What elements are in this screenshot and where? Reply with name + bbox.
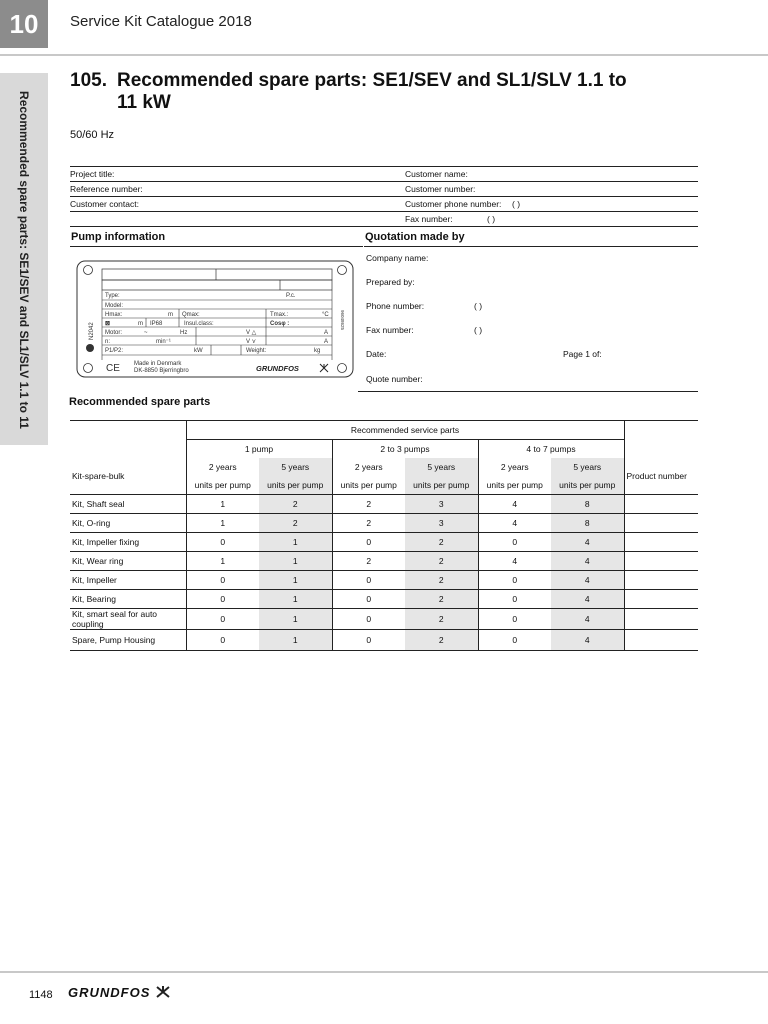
spare-parts-table [70, 420, 698, 651]
plate-min: min⁻¹ [156, 339, 171, 345]
kit-spare-bulk-header: Kit-spare-bulk [70, 458, 186, 495]
units-label: units per pump [259, 476, 332, 495]
product-number-cell [624, 514, 698, 533]
units-value: 4 [551, 590, 624, 609]
page-of-label: Page 1 of: [563, 349, 602, 359]
units-value: 2 [332, 552, 405, 571]
plate-motor: Motor: [105, 330, 123, 336]
quotation-title: Quotation made by [365, 231, 465, 243]
product-number-cell [624, 495, 698, 514]
recommended-spare-parts-title: Recommended spare parts [69, 396, 211, 408]
product-number-cell [624, 609, 698, 630]
plate-hz: Hz [180, 330, 188, 336]
units-value: 4 [478, 552, 551, 571]
header-divider [0, 54, 768, 56]
plate-a1: A [324, 330, 329, 336]
quotation-divider [364, 246, 698, 247]
year-label: 2 years [186, 458, 259, 476]
plate-insul: Insul.class: [184, 321, 214, 327]
nameplate-illustration [76, 260, 356, 380]
table-row [70, 495, 698, 514]
units-value: 0 [478, 571, 551, 590]
table-row [70, 590, 698, 609]
footer-logo [68, 985, 171, 1000]
pump-group-row [70, 440, 698, 459]
units-value: 0 [186, 630, 259, 651]
customer-name-label: Customer name: [405, 169, 468, 179]
customer-contact-label: Customer contact: [70, 199, 139, 209]
plate-tmax: Tmax.: [270, 312, 289, 318]
table-row [70, 552, 698, 571]
units-value: 1 [186, 552, 259, 571]
units-value: 2 [259, 514, 332, 533]
footer-logo-text: GRUNDFOS [68, 985, 151, 1000]
units-value: 4 [551, 609, 624, 630]
years-row [70, 458, 698, 476]
pump-group-1: 1 pump [186, 440, 332, 459]
plate-kg: kg [314, 348, 321, 354]
catalogue-title: Service Kit Catalogue 2018 [70, 13, 252, 30]
spare-rows-body [70, 495, 698, 651]
plate-weight: Weight: [246, 348, 267, 354]
units-label: units per pump [405, 476, 478, 495]
units-value: 4 [551, 630, 624, 651]
customer-phone-label: Customer phone number: [405, 199, 502, 209]
page-number: 1148 [29, 989, 53, 1001]
part-name: Kit, O-ring [70, 514, 186, 533]
units-value: 2 [259, 495, 332, 514]
form-row-4 [70, 211, 698, 227]
phone-brackets: ( ) [474, 301, 483, 311]
year-label: 2 years [354, 462, 383, 472]
units-value: 0 [186, 590, 259, 609]
part-name: Kit, Impeller fixing [70, 533, 186, 552]
units-label: units per pump [332, 476, 405, 495]
phone-number-label: Phone number: [366, 301, 425, 311]
year-label: 2 years [500, 462, 529, 472]
units-value: 1 [186, 495, 259, 514]
product-number-cell [624, 630, 698, 651]
units-value: 0 [186, 571, 259, 590]
plate-n: n: [105, 339, 111, 345]
company-name-label: Company name: [366, 253, 429, 263]
units-value: 8 [551, 495, 624, 514]
year-label: 5 years [551, 458, 624, 476]
table-row [70, 571, 698, 590]
units-value: 4 [478, 495, 551, 514]
pump-group-2: 2 to 3 pumps [332, 440, 478, 459]
quotation-fax-brackets: ( ) [474, 325, 483, 335]
units-value: 0 [478, 609, 551, 630]
customer-number-label: Customer number: [405, 184, 476, 194]
units-value: 0 [186, 609, 259, 630]
units-value: 0 [478, 590, 551, 609]
plate-model: Model: [105, 303, 124, 309]
plate-ce-mark: CE [106, 363, 120, 374]
fax-brackets: ( ) [487, 214, 496, 224]
group-header-cell: Recommended service parts [186, 421, 624, 440]
product-number-cell [624, 552, 698, 571]
prepared-by-label: Prepared by: [366, 277, 415, 287]
units-value: 2 [405, 609, 478, 630]
plate-hmax: Hmax: [105, 312, 123, 318]
form-row-1 [70, 166, 698, 181]
product-number-cell [624, 571, 698, 590]
units-value: 8 [551, 514, 624, 533]
plate-cos: Cosφ : [270, 321, 290, 327]
page-title-line1: Recommended spare parts: SE1/SEV and SL1/SLV 1.1 to [117, 70, 627, 91]
units-value: 2 [332, 514, 405, 533]
units-value: 0 [186, 533, 259, 552]
units-value: 0 [478, 630, 551, 651]
plate-v-delta: V △ [246, 330, 257, 336]
plate-brand: GRUNDFOS [256, 364, 299, 373]
grundfos-logo-icon [155, 985, 171, 999]
units-value: 0 [332, 630, 405, 651]
table-header-row [70, 421, 698, 440]
chapter-number: 10 [9, 8, 39, 39]
table-row [70, 533, 698, 552]
footer-divider [0, 971, 768, 973]
page-title-line2: 11 kW [117, 92, 171, 113]
units-value: 2 [405, 630, 478, 651]
product-number-header: Product number [624, 458, 698, 495]
units-value: 2 [405, 590, 478, 609]
product-number-cell [624, 533, 698, 552]
units-value: 4 [551, 552, 624, 571]
year-label: 5 years [259, 458, 332, 476]
plate-qmax: Qmax: [182, 312, 200, 318]
year-label: 5 years [405, 458, 478, 476]
plate-certification-icon [86, 344, 94, 352]
units-value: 1 [259, 609, 332, 630]
page-title [70, 70, 710, 114]
units-value: 1 [259, 571, 332, 590]
plate-a2: A [324, 339, 329, 345]
plate-address: DK-8850 Bjerringbro [134, 368, 189, 374]
chapter-number-box [0, 0, 48, 48]
units-value: 4 [551, 571, 624, 590]
frequency-label: 50/60 Hz [70, 129, 115, 141]
plate-pc: P.c. [286, 293, 296, 299]
units-value: 1 [259, 630, 332, 651]
units-value: 4 [478, 514, 551, 533]
reference-number-label: Reference number: [70, 184, 143, 194]
units-value: 0 [332, 571, 405, 590]
table-row [70, 514, 698, 533]
units-value: 1 [259, 533, 332, 552]
plate-p1p2: P1/P2: [105, 348, 124, 354]
quote-number-label: Quote number: [366, 374, 423, 384]
quotation-fax-label: Fax number: [366, 325, 414, 335]
units-value: 2 [405, 533, 478, 552]
quotation-bottom-divider [358, 391, 698, 392]
part-name: Kit, Bearing [70, 590, 186, 609]
project-title-label: Project title: [70, 169, 115, 179]
part-name: Kit, Impeller [70, 571, 186, 590]
plate-kw: kW [194, 348, 203, 354]
plate-ip: IP68 [150, 321, 163, 327]
customer-phone-brackets: ( ) [512, 199, 521, 209]
units-value: 0 [478, 533, 551, 552]
part-name: Kit, Shaft seal [70, 495, 186, 514]
plate-m-unit: m [138, 321, 143, 327]
units-value: 1 [259, 552, 332, 571]
units-value: 3 [405, 514, 478, 533]
table-row [70, 609, 698, 630]
plate-type: Type: [105, 293, 120, 299]
units-value: 1 [259, 590, 332, 609]
plate-m: m [168, 312, 173, 318]
section-number: 105. [70, 70, 107, 91]
plate-side-code: N2042 [89, 322, 95, 340]
units-value: 0 [332, 609, 405, 630]
form-row-3 [70, 196, 698, 211]
plate-serial: 96048625 [340, 310, 345, 331]
form-row-2 [70, 181, 698, 196]
plate-deg-c: °C [322, 312, 329, 318]
units-value: 0 [332, 533, 405, 552]
part-name: Kit, Wear ring [70, 552, 186, 571]
pump-information-title: Pump information [71, 231, 166, 243]
svg-text:⊠: ⊠ [105, 321, 111, 327]
units-label: units per pump [551, 476, 624, 495]
part-name: Kit, smart seal for auto coupling [70, 609, 186, 630]
plate-v-star: V ⋎ [246, 339, 257, 345]
product-number-cell [624, 590, 698, 609]
fax-number-label: Fax number: [405, 214, 453, 224]
units-value: 4 [551, 533, 624, 552]
units-label: units per pump [186, 476, 259, 495]
units-value: 1 [186, 514, 259, 533]
units-value: 2 [405, 571, 478, 590]
part-name: Spare, Pump Housing [70, 630, 186, 651]
side-tab-label: Recommended spare parts: SE1/SEV and SL1/SLV 1.1 to 11 [17, 91, 31, 429]
units-value: 2 [332, 495, 405, 514]
units-value: 0 [332, 590, 405, 609]
units-label: units per pump [478, 476, 551, 495]
units-value: 3 [405, 495, 478, 514]
pump-group-3: 4 to 7 pumps [478, 440, 624, 459]
pump-info-divider [70, 246, 363, 247]
units-value: 2 [405, 552, 478, 571]
plate-dash: ~ [144, 330, 148, 336]
date-label: Date: [366, 349, 387, 359]
table-row [70, 630, 698, 651]
plate-made-in: Made in Denmark [134, 361, 182, 367]
